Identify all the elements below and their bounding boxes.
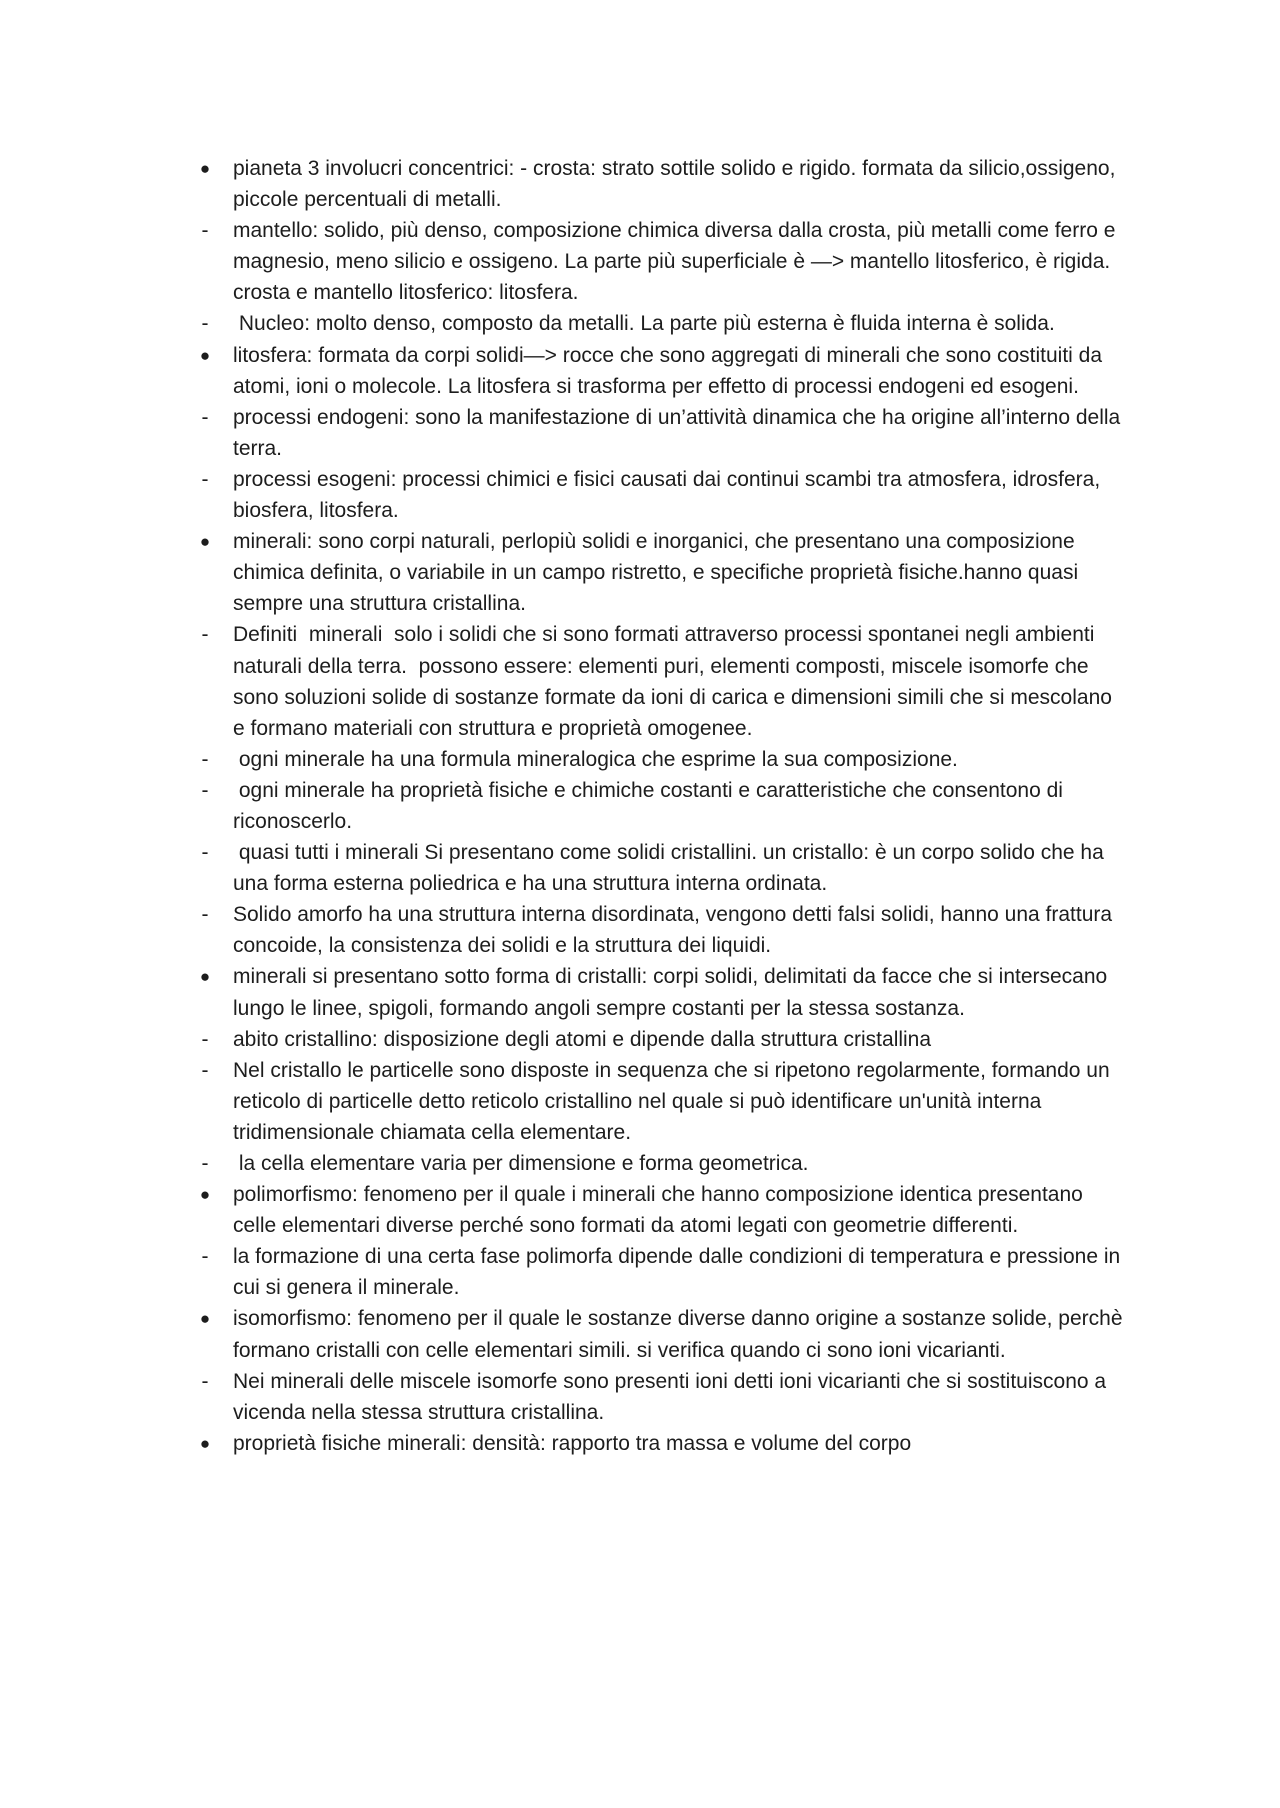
- bullet-marker: ●: [199, 1309, 211, 1329]
- list-item: [193, 837, 1123, 899]
- bullet-marker: ●: [199, 1185, 211, 1205]
- list-item-text: abito cristallino: disposizione degli atomi e dipende dalla struttura cristallina: [233, 1027, 932, 1051]
- list-item-text: pianeta 3 involucri concentrici: - crosta: strato sottile solido e rigido. formata da silicio,ossigeno, piccole percentuali di metalli.: [233, 157, 1122, 212]
- dash-marker: -: [201, 219, 209, 243]
- dash-marker: -: [201, 623, 209, 647]
- list-item: [193, 1024, 1123, 1055]
- list-item: [193, 1055, 1123, 1148]
- list-item: [193, 464, 1123, 526]
- list-item-text: la formazione di una certa fase polimorfa dipende dalle condizioni di temperatura e pressione in cui si genera il minerale.: [233, 1245, 1127, 1300]
- list-item: [193, 961, 1123, 1023]
- list-item-text: processi esogeni: processi chimici e fisici causati dai continui scambi tra atmosfera, idrosfera, biosfera, litosfera.: [233, 467, 1107, 523]
- dash-marker: -: [201, 312, 209, 336]
- list-item: [193, 1303, 1129, 1365]
- dash-marker: -: [201, 778, 209, 802]
- list-item: [193, 153, 1123, 215]
- list-item-text: Solido amorfo ha una struttura interna disordinata, vengono detti falsi solidi, hanno una frattura concoide, la consistenza dei solidi e la struttura dei liquidi.: [233, 903, 1118, 958]
- bullet-marker: ●: [199, 1433, 211, 1453]
- list-item: [193, 1428, 1123, 1459]
- dash-marker: -: [201, 1058, 209, 1082]
- dash-marker: -: [201, 1369, 209, 1393]
- list-item-text: ogni minerale ha una formula mineralogica che esprime la sua composizione.: [233, 747, 958, 771]
- list-item: [193, 1179, 1123, 1241]
- dash-marker: -: [201, 903, 209, 927]
- list-item: [193, 215, 1123, 308]
- list-item: [193, 526, 1123, 619]
- list-item: [193, 402, 1127, 464]
- list-item-text: ogni minerale ha proprietà fisiche e chimiche costanti e caratteristiche che consentono di riconoscerlo.: [233, 778, 1069, 833]
- list-item: [193, 1148, 1123, 1179]
- list-item-text: minerali: sono corpi naturali, perlopiù solidi e inorganici, che presentano una composizione chimica definita, o variabile in un campo ristretto, e specifiche proprietà fisiche.hanno quasi sempre una struttura cristallina.: [233, 530, 1084, 616]
- list-item-text: proprietà fisiche minerali: densità: rapporto tra massa e volume del corpo: [233, 1431, 912, 1455]
- dash-marker: -: [201, 841, 209, 865]
- list-item-text: Nel cristallo le particelle sono disposte in sequenza che si ripetono regolarmente, formando un reticolo di particelle detto reticolo cristallino nel quale si può identificare un'unità interna tridimensionale chiamata cella elementare.: [233, 1058, 1116, 1144]
- list-item-text: Nei minerali delle miscele isomorfe sono presenti ioni detti ioni vicarianti che si sostituiscono a vicenda nella stessa struttura cristallina.: [233, 1369, 1112, 1424]
- list-item: [193, 1241, 1127, 1303]
- list-item-text: Nucleo: molto denso, composto da metalli. La parte più esterna è fluida interna è solida.: [233, 312, 1055, 336]
- dash-marker: -: [201, 467, 209, 491]
- list-item-text: minerali si presentano sotto forma di cristalli: corpi solidi, delimitati da facce che si intersecano lungo le linee, spigoli, formando angoli sempre costanti per la stessa sostanza.: [233, 965, 1114, 1020]
- list-item: [193, 308, 1123, 339]
- list-item-text: Definiti minerali solo i solidi che si sono formati attraverso processi spontanei negli ambienti naturali della terra. possono essere: elementi puri, elementi composti, miscele isomorfe che sono soluzioni solide di sostanze formate da ioni di carica e dimensioni simili che si mescolano e formano materiali con struttura e proprietà omogenee.: [233, 623, 1118, 740]
- bullet-marker: ●: [199, 345, 211, 365]
- notes-list: [193, 153, 1129, 1459]
- bullet-marker: ●: [199, 532, 211, 552]
- list-item: [193, 775, 1123, 837]
- list-item: [193, 744, 1123, 775]
- list-item-text: isomorfismo: fenomeno per il quale le sostanze diverse danno origine a sostanze solide, perchè formano cristalli con celle elementari simili. si verifica quando ci sono ioni vicarianti.: [233, 1307, 1129, 1362]
- dash-marker: -: [201, 1152, 209, 1175]
- list-item-text: litosfera: formata da corpi solidi—> rocce che sono aggregati di minerali che sono costituiti da atomi, ioni o molecole. La litosfera si trasforma per effetto di processi endogeni ed esogeni.: [233, 343, 1108, 398]
- list-item-text: quasi tutti i minerali Si presentano come solidi cristallini. un cristallo: è un corpo solido che ha una forma esterna poliedrica e ha una struttura interna ordinata.: [233, 841, 1110, 896]
- list-item: [193, 619, 1123, 743]
- dash-marker: -: [201, 747, 209, 771]
- bullet-marker: ●: [199, 967, 211, 987]
- list-item-text: mantello: solido, più denso, composizione chimica diversa dalla crosta, più metalli come ferro e magnesio, meno silicio e ossigeno. La parte più superficiale è —> mantello litosferico, è rigida. crosta e mantello litosferico: litosfera.: [233, 219, 1122, 305]
- bullet-marker: ●: [199, 159, 211, 178]
- dash-marker: -: [201, 405, 209, 429]
- list-item-text: polimorfismo: fenomeno per il quale i minerali che hanno composizione identica presentano celle elementari diverse perché sono formati da atomi legati con geometrie differenti.: [233, 1183, 1089, 1238]
- list-item: [193, 899, 1123, 961]
- list-item-text: la cella elementare varia per dimensione e forma geometrica.: [233, 1152, 809, 1175]
- list-item: [193, 340, 1123, 402]
- dash-marker: -: [201, 1027, 209, 1051]
- dash-marker: -: [201, 1245, 209, 1269]
- list-item-text: processi endogeni: sono la manifestazione di un’attività dinamica che ha origine all’interno della terra.: [233, 405, 1127, 460]
- list-item: [193, 1366, 1123, 1428]
